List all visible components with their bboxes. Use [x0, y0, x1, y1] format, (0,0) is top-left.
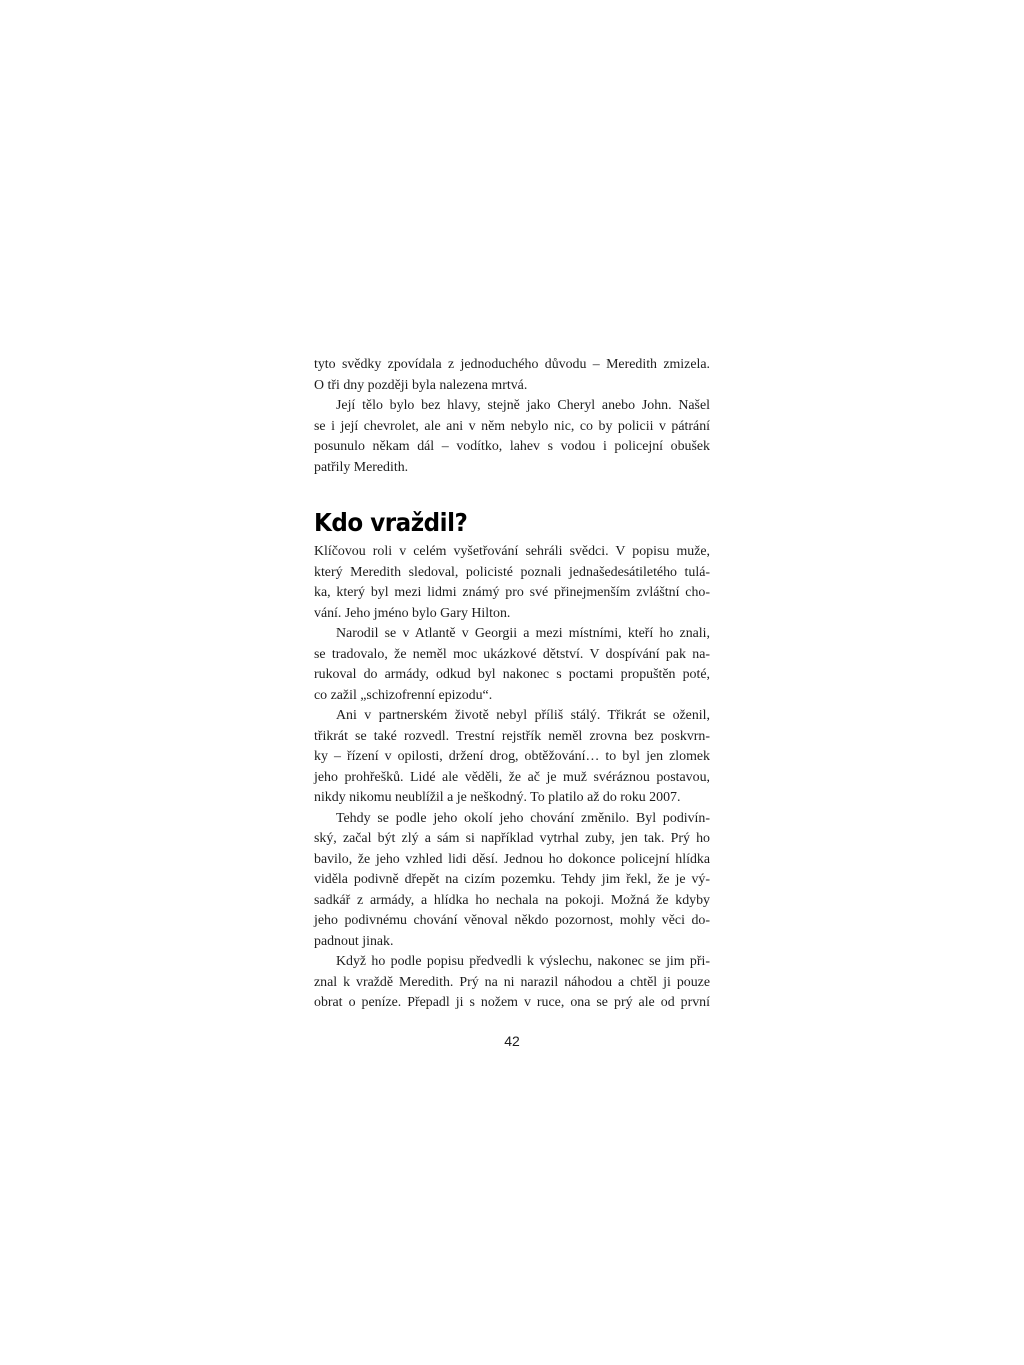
- text-line: Její tělo bylo bez hlavy, stejně jako Cheryl anebo John. Našel: [336, 398, 710, 413]
- text-line: co zažil „schizofrenní epizodu“.: [314, 687, 493, 703]
- text-line: jeho podivnému chování věnoval někdo pozornost, mohly věci do-: [314, 913, 710, 928]
- text-line: patřily Meredith.: [314, 459, 409, 475]
- text-line: se i její chevrolet, ale ani v něm nebylo nic, co by policii v pátrání: [314, 418, 710, 434]
- body-text: [314, 355, 710, 1014]
- text-line: Když ho podle popisu předvedli k výslechu, nakonec se jim při-: [336, 954, 710, 969]
- text-line: třikrát se také rozvedl. Trestní rejstřík neměl zrovna bez poskvrn-: [314, 728, 710, 744]
- page-number: 42: [504, 1033, 520, 1049]
- text-line: vání. Jeho jméno bylo Gary Hilton.: [314, 605, 511, 621]
- text-line: ky – řízení v opilosti, držení drog, obtěžování… to byl jen zlomek: [314, 749, 710, 764]
- text-line: který Meredith sledoval, policisté poznali jednašedesátiletého tulá-: [314, 564, 710, 580]
- text-line: Tehdy se podle jeho okolí jeho chování změnilo. Byl podivín-: [336, 810, 710, 826]
- text-line: padnout jinak.: [314, 933, 394, 949]
- text-line: obrat o peníze. Přepadl ji s nožem v ruce, ona se prý ale od první: [314, 995, 710, 1010]
- paragraph: [314, 952, 710, 1014]
- paragraph: [314, 809, 710, 953]
- paragraph: [314, 542, 710, 624]
- text-line: znal k vraždě Meredith. Prý na ni narazil náhodou a chtěl ji pouze: [314, 974, 710, 990]
- text-line: rukoval do armády, odkud byl nakonec s poctami propuštěn poté,: [314, 667, 710, 682]
- text-line: Narodil se v Atlantě v Georgii a mezi místními, kteří ho znali,: [336, 626, 710, 641]
- paragraph: [314, 624, 710, 706]
- text-line: ský, začal být zlý a sám si například vytrhal zuby, jen tak. Prý ho: [314, 831, 710, 846]
- text-line: se tradovalo, že neměl moc ukázkové dětství. V dospívání pak na-: [314, 646, 710, 662]
- text-line: tyto svědky zpovídala z jednoduchého důvodu – Meredith zmizela.: [314, 357, 710, 372]
- paragraph: [314, 706, 710, 809]
- text-line: nikdy nikomu neublížil a je neškodný. To platilo až do roku 2007.: [314, 790, 681, 805]
- text-line: O tři dny později byla nalezena mrtvá.: [314, 377, 528, 393]
- paragraph: [314, 396, 710, 478]
- text-line: Klíčovou roli v celém vyšetřování sehráli svědci. V popisu muže,: [314, 544, 710, 559]
- text-line: posunulo někam dál – vodítko, lahev s vodou i policejní obušek: [314, 439, 710, 454]
- text-line: Ani v partnerském životě nebyl příliš stálý. Třikrát se oženil,: [336, 708, 710, 723]
- text-line: viděla podivně dřepět na cizím pozemku. Tehdy jim řekl, že je vý-: [314, 872, 710, 887]
- text-line: ka, který byl mezi lidmi známý pro své přinejmenším zvláštní cho-: [314, 585, 710, 600]
- text-line: jeho prohřešků. Lidé ale věděli, že ač je muž svéráznou postavou,: [314, 769, 710, 785]
- text-line: bavilo, že jeho vzhled lidi děsí. Jednou ho dokonce policejní hlídka: [314, 851, 710, 867]
- paragraph: [314, 355, 710, 396]
- section-heading: Kdo vraždil?: [314, 508, 468, 537]
- text-line: sadkář z armády, a hlídka ho nechala na pokoji. Možná že kdyby: [314, 892, 710, 908]
